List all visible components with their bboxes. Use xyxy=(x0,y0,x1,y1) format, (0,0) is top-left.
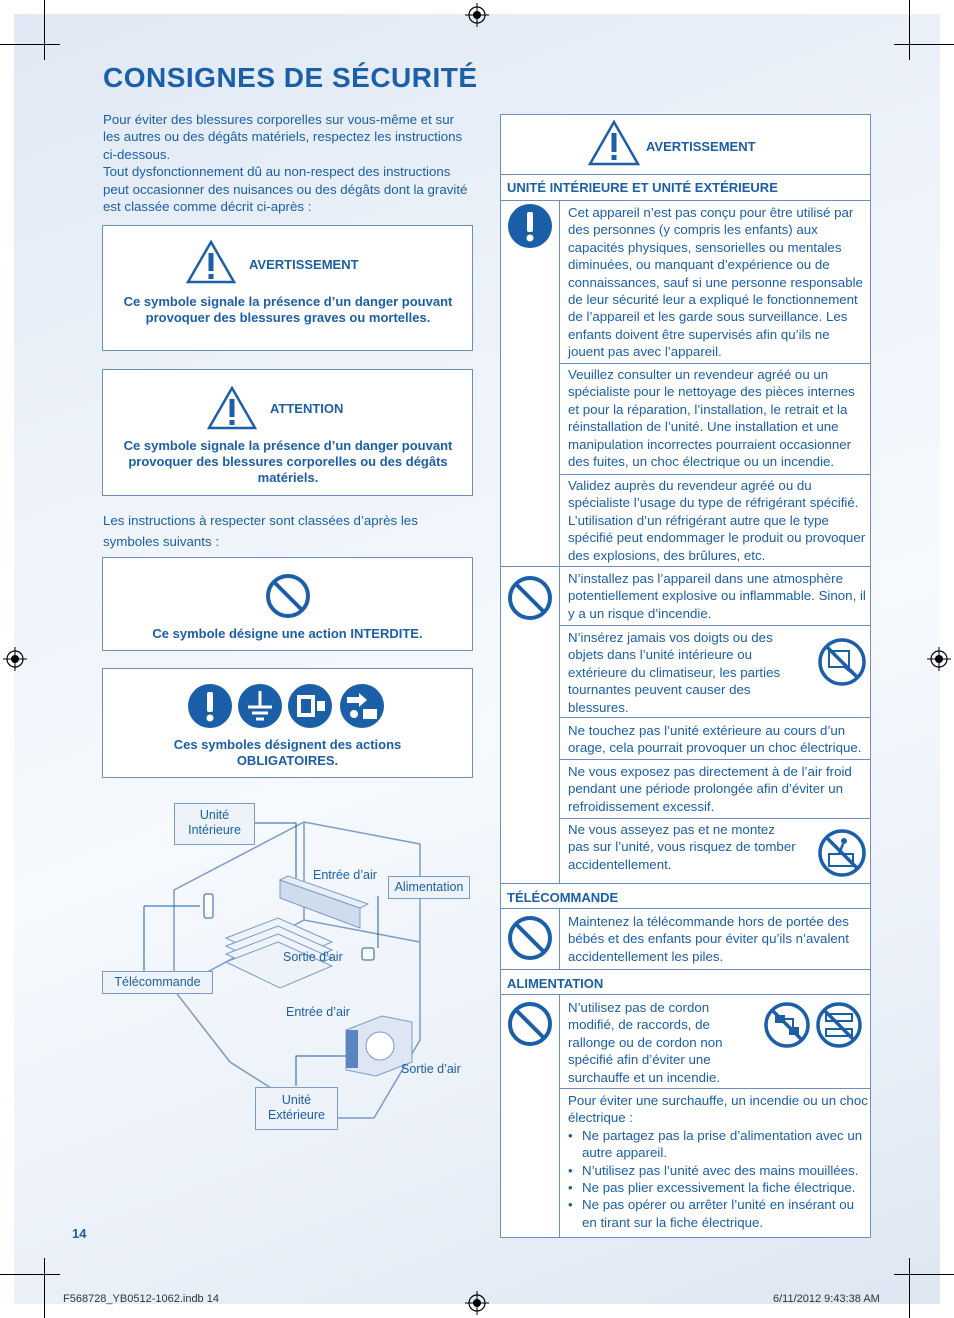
attention-label: ATTENTION xyxy=(270,401,344,416)
crop-mark xyxy=(909,1258,910,1318)
no-fingers-icon xyxy=(817,637,867,687)
warning-table xyxy=(500,114,871,1238)
registration-mark-icon xyxy=(465,3,489,27)
no-modified-cord-icon xyxy=(763,1001,811,1049)
table-header-label: AVERTISSEMENT xyxy=(646,139,756,154)
symbols-intro xyxy=(103,510,418,552)
mandatory-description xyxy=(103,737,472,769)
row-indoor-outdoor-2: Veuillez consulter un revendeur agréé ou un spécialiste pour le nettoyage des pièces internes et pour la réparation, l’installation, le retrait et la réinstallation de l’unité. Une installation et une manipulation incorrectes pourraient occasionner des fuites, un choc électrique ou un incendie. xyxy=(568,367,855,470)
crop-mark xyxy=(44,0,45,60)
prohibited-icon xyxy=(507,575,553,621)
crop-mark xyxy=(0,1274,60,1275)
list-item: • N’utilisez pas l’unité avec des mains mouillées. xyxy=(568,1162,868,1179)
remote-control-label: Télécommande xyxy=(102,971,213,994)
air-outlet-top-label: Sortie d’air xyxy=(283,950,343,964)
crop-mark xyxy=(44,1258,45,1318)
row-prohibited-4: Ne vous exposez pas directement à de l’air froid pendant une période prolongée afin d’éviter un refroidissement excessif. xyxy=(568,764,852,814)
attention-description: Ce symbole signale la présence d’un danger pouvant provoquer des blessures corporelles ou des dégâts matériels. xyxy=(123,438,453,485)
page-title: CONSIGNES DE SÉCURITÉ xyxy=(103,62,478,93)
power-intro: Pour éviter une surchauffe, un incendie ou un choc électrique : xyxy=(568,1093,868,1126)
mandatory-description-line-2: OBLIGATOIRES. xyxy=(236,753,339,768)
prohibited-symbol-box xyxy=(102,557,473,651)
warning-triangle-icon xyxy=(186,240,236,284)
page-number: 14 xyxy=(72,1226,87,1241)
list-item: • Ne pas opérer ou arrêter l’unité en insérant ou en tirant sur la fiche électrique. xyxy=(568,1196,868,1231)
air-outlet-bottom-label: Sortie d’air xyxy=(401,1062,461,1076)
warning-triangle-icon xyxy=(587,119,641,167)
mandatory-exclamation-icon xyxy=(187,683,233,729)
row-indoor-outdoor-3: Validez auprès du revendeur agréé ou du spécialiste l’usage du type de réfrigérant spécifié. L’utilisation d’un réfrigérant autre que le type spécifié peut endommager le produit ou provoquer des explosions, des brûlures, etc. xyxy=(568,478,866,563)
registration-mark-icon xyxy=(927,647,951,671)
air-inlet-top-label: Entrée d’air xyxy=(313,868,377,882)
row-indoor-outdoor-1: Cet appareil n’est pas conçu pour être utilisé par des personnes (y compris les enfants) aux capacités physiques, sensorielles ou mentales diminuées, ou manquant d’expérience ou de connaissances, sauf si une personne responsable de leur sécurité leur a expliqué le fonctionnement de l’appareil et les garde sous surveillance. Les enfants doivent être supervisés afin qu’ils ne jouent pas avec l’appareil. xyxy=(568,205,863,360)
prohibited-icon xyxy=(265,573,311,619)
section-remote: TÉLÉCOMMANDE xyxy=(507,890,619,905)
power-bullet-list xyxy=(568,1127,868,1231)
intro-text xyxy=(103,111,473,215)
intro-paragraph-2: Tout dysfonctionnement dû au non-respect des instructions peut occasionner des nuisances ou des dégâts dont la gravité est classée comme décrit ci-après : xyxy=(103,164,468,215)
list-item: • Ne partagez pas la prise d’alimentation avec un autre appareil. xyxy=(568,1127,868,1162)
no-extension-cord-icon xyxy=(815,1001,863,1049)
row-remote-1: Maintenez la télécommande hors de portée des bébés et des enfants pour éviter qu’ils n’avalent accidentellement les piles. xyxy=(568,914,849,964)
mandatory-exclamation-icon xyxy=(507,203,553,249)
row-prohibited-5: Ne vous asseyez pas et ne montez pas sur l’unité, vous risquez de tomber accidentellement. xyxy=(568,822,796,872)
row-prohibited-2: N’insérez jamais vos doigts ou des objets dans l’unité intérieure ou extérieure du climatiseur, les parties tournantes peuvent causer des blessures. xyxy=(568,630,781,715)
air-inlet-bottom-label: Entrée d’air xyxy=(286,1005,350,1019)
power-supply-label: Alimentation xyxy=(388,876,470,899)
caution-triangle-icon xyxy=(207,386,257,430)
list-item: • Ne pas plier excessivement la fiche électrique. xyxy=(568,1179,868,1196)
warning-description: Ce symbole signale la présence d’un danger pouvant provoquer des blessures graves ou mortelles. xyxy=(123,294,453,325)
intro-paragraph-1: Pour éviter des blessures corporelles sur vous-même et sur les autres ou des dégâts matériels, respectez les instructions ci-dessous. xyxy=(103,112,463,162)
footer-timestamp: 6/11/2012 9:43:38 AM xyxy=(773,1293,880,1305)
warning-label: AVERTISSEMENT xyxy=(249,257,359,272)
row-prohibited-1: N’installez pas l’appareil dans une atmosphère potentiellement explosive ou inflammable. Sinon, il y a un risque d’incendie. xyxy=(568,571,866,621)
no-climbing-icon xyxy=(817,828,867,878)
prohibited-icon xyxy=(507,1001,553,1047)
mandatory-symbols-box xyxy=(102,668,473,778)
section-indoor-outdoor: UNITÉ INTÉRIEURE ET UNITÉ EXTÉRIEURE xyxy=(507,180,778,195)
registration-mark-icon xyxy=(465,1291,489,1315)
mandatory-description-line-1: Ces symboles désignent des actions xyxy=(173,737,402,752)
symbols-intro-line-1: Les instructions à respecter sont classées d’après les xyxy=(103,513,418,528)
breaker-switch-icon xyxy=(287,683,333,729)
outdoor-unit-label: Unité Extérieure xyxy=(255,1087,338,1130)
section-power: ALIMENTATION xyxy=(507,976,604,991)
prohibited-icon xyxy=(507,915,553,961)
row-prohibited-3: Ne touchez pas l’unité extérieure au cours d’un orage, cela pourrait provoquer un choc électrique. xyxy=(568,723,862,756)
row-power-2 xyxy=(568,1092,868,1231)
crop-mark xyxy=(894,44,954,45)
crop-mark xyxy=(894,1274,954,1275)
warning-box xyxy=(102,225,473,351)
prohibited-description: Ce symbole désigne une action INTERDITE. xyxy=(152,626,423,641)
symbols-intro-line-2: symboles suivants : xyxy=(103,534,220,549)
indoor-unit-label: Unité Intérieure xyxy=(174,803,255,845)
registration-mark-icon xyxy=(3,647,27,671)
unplug-icon xyxy=(339,683,385,729)
row-power-1: N’utilisez pas de cordon modifié, de raccords, de rallonge ou de cordon non spécifié afin d’éviter une surchauffe et un incendie. xyxy=(568,1000,723,1085)
crop-mark xyxy=(909,0,910,60)
indoor-unit-illustration xyxy=(280,876,368,928)
attention-box xyxy=(102,369,473,496)
crop-mark xyxy=(0,44,60,45)
footer-file-info: F568728_YB0512-1062.indb 14 xyxy=(63,1293,219,1305)
earth-ground-icon xyxy=(237,683,283,729)
